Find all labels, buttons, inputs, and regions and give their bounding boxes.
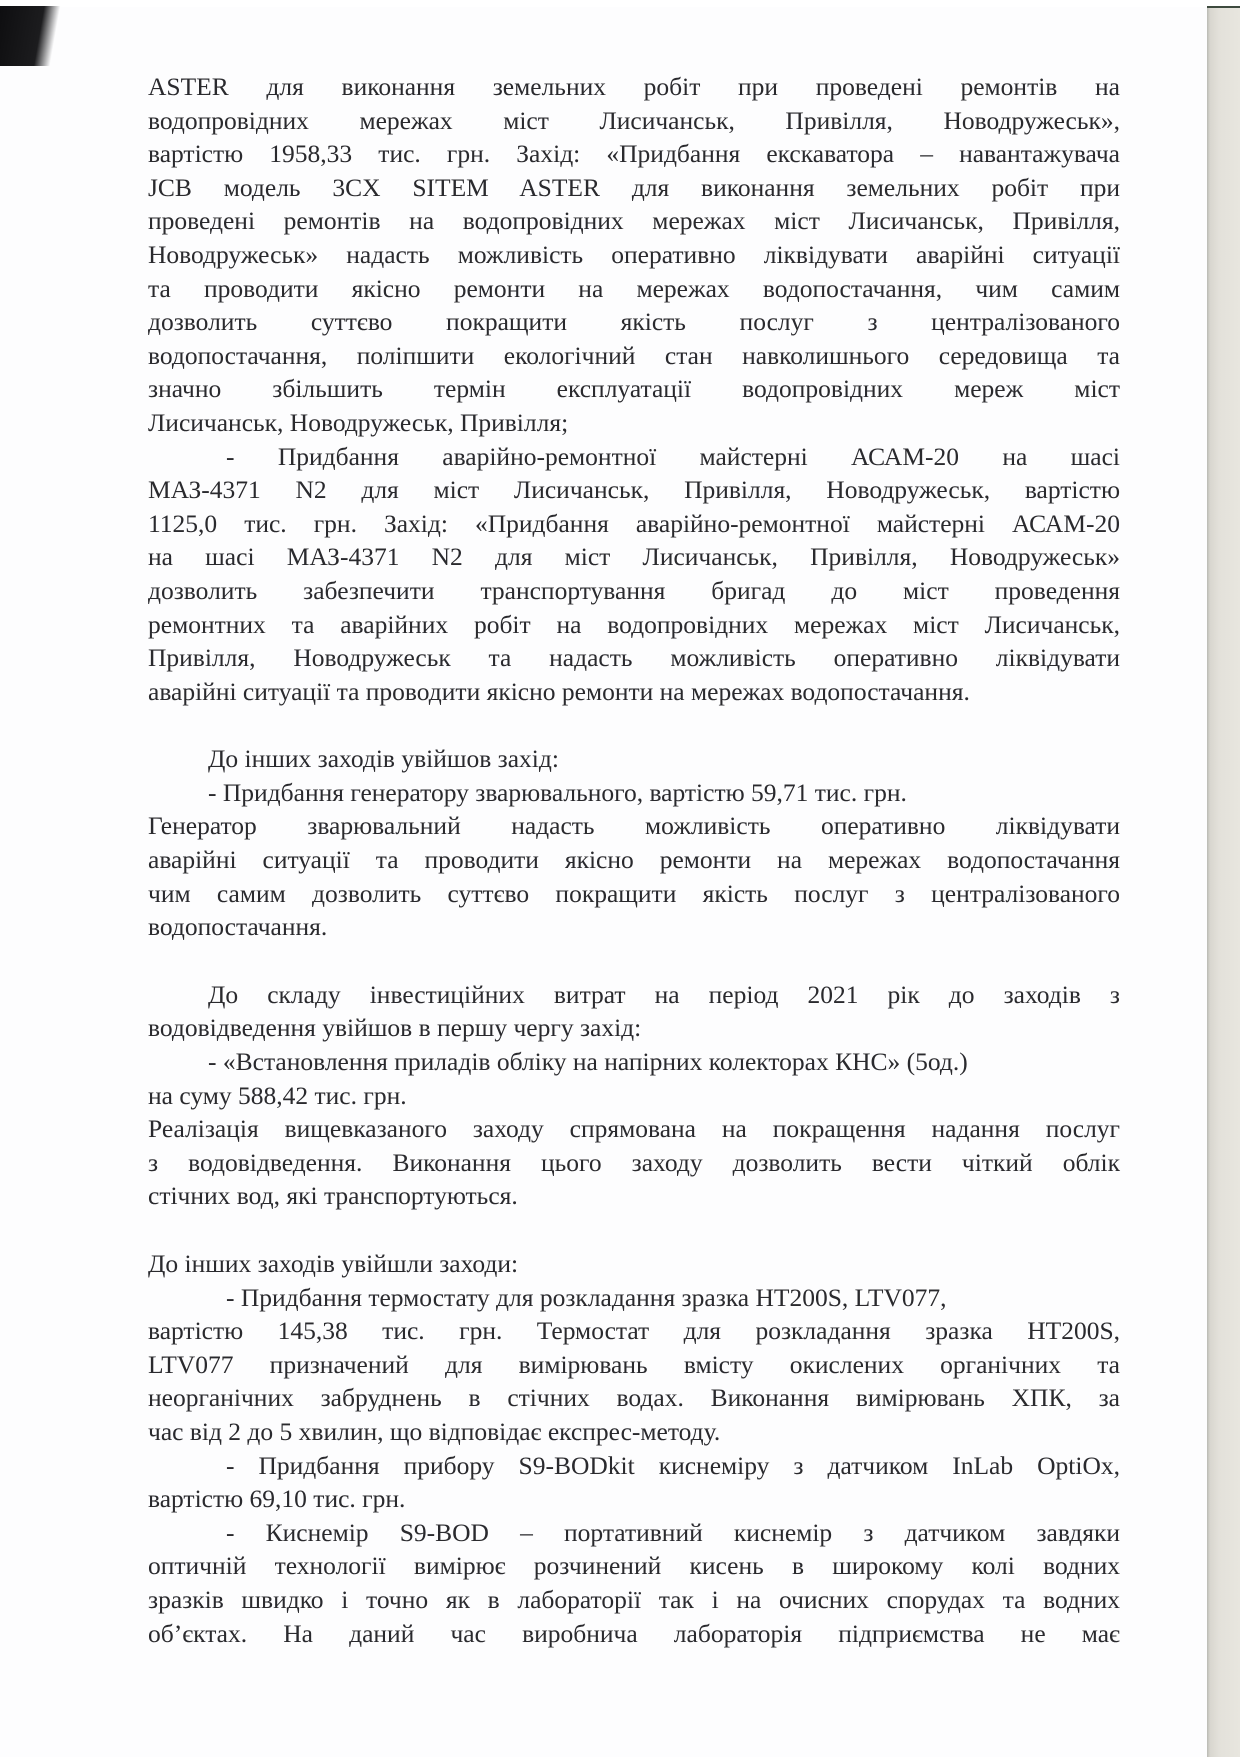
text-line: з водовідведення. Виконання цього заходу дозволить вести чіткий облік: [148, 1147, 1120, 1177]
text-line: на суму 588,42 тис. грн.: [148, 1080, 407, 1110]
paragraph-investment-2021: [148, 978, 1120, 1213]
spacer: [148, 708, 1120, 742]
list-item-workshop-acam20: [148, 440, 1120, 709]
bullet-line: - Киснемір S9-BOD – портативний киснемір з датчиком завдяки: [226, 1517, 1120, 1547]
scan-top-border: [0, 0, 1240, 7]
text-line: JCB модель 3CX SITEM ASTER для виконання земельних робіт при: [148, 172, 1120, 202]
text-line: аварійні ситуації та проводити якісно ремонти на мережах водопостачання: [148, 845, 1120, 875]
bullet-line: - Придбання генератору зварювального, вартістю 59,71 тис. грн.: [208, 777, 907, 807]
text-line: 1125,0 тис. грн. Захід: «Придбання аварійно-ремонтної майстерні АСАМ-20: [148, 508, 1120, 538]
paragraph-other-measures-water: [148, 742, 1120, 944]
section-heading: До інших заходів увійшли заходи:: [148, 1249, 519, 1278]
text-line: оптичній технології вимірює розчинений кисень в широкому колі водних: [148, 1551, 1120, 1581]
text-line: вартістю 145,38 тис. грн. Термостат для розкладання зразка HT200S,: [148, 1316, 1120, 1346]
text-line: Реалізація вищевказаного заходу спрямована на покращення надання послуг: [148, 1114, 1120, 1144]
text-line: об’єктах. На даний час виробнича лабораторія підприємства не має: [148, 1618, 1120, 1648]
paragraph-excavator-continuation: [148, 70, 1120, 440]
text-line: аварійні ситуації та проводити якісно ремонти на мережах водопостачання.: [148, 676, 970, 706]
text-line: МАЗ-4371 N2 для міст Лисичанськ, Привілля, Новодружеськ, вартістю: [148, 475, 1120, 505]
section-heading: До інших заходів увійшов захід:: [208, 744, 559, 774]
text-line: водопостачання, поліпшити екологічний стан навколишнього середовища та: [148, 340, 1120, 370]
text-line: Генератор зварювальний надасть можливість оперативно ліквідувати: [148, 811, 1120, 841]
text-line: Лисичанськ, Новодружеськ, Привілля;: [148, 407, 569, 437]
paragraph-other-measures-sewage: [148, 1247, 1120, 1650]
text-line: водопровідних мережах міст Лисичанськ, Привілля, Новодружеськ»,: [148, 105, 1120, 135]
text-line: неорганічних забруднень в стічних водах. Виконання вимірювань ХПК, за: [148, 1383, 1120, 1413]
text-line: До складу інвестиційних витрат на період 2021 рік до заходів з: [208, 979, 1120, 1009]
document-page: [148, 70, 1120, 1650]
text-line: Привілля, Новодружеськ та надасть можливість оперативно ліквідувати: [148, 643, 1120, 673]
text-line: водовідведення увійшов в першу чергу захід:: [148, 1013, 642, 1043]
text-line: час від 2 до 5 хвилин, що відповідає експрес-методу.: [148, 1416, 721, 1446]
scan-corner-shadow: [0, 6, 70, 66]
bullet-line: - Придбання аварійно-ремонтної майстерні АСАМ-20 на шасі: [226, 441, 1120, 471]
text-line: дозволить забезпечити транспортування бригад до міст проведення: [148, 575, 1120, 605]
text-line: проведені ремонтів на водопровідних мережах міст Лисичанськ, Привілля,: [148, 206, 1120, 236]
text-line: стічних вод, які транспортуються.: [148, 1181, 518, 1211]
text-line: ремонтних та аварійних робіт на водопровідних мережах міст Лисичанськ,: [148, 609, 1120, 639]
spacer: [148, 944, 1120, 978]
text-line: на шасі МАЗ-4371 N2 для міст Лисичанськ, Привілля, Новодружеськ»: [148, 542, 1120, 572]
text-line: зразків швидко і точно як в лабораторії так і на очисних спорудах та водних: [148, 1584, 1120, 1614]
spacer: [148, 1213, 1120, 1247]
bullet-line: - Придбання термостату для розкладання зразка HT200S, LTV077,: [226, 1282, 947, 1312]
text-line: вартістю 69,10 тис. грн.: [148, 1484, 406, 1514]
text-line: водопостачання.: [148, 912, 328, 942]
text-line: Новодружеськ» надасть можливість оперативно ліквідувати аварійні ситуації: [148, 239, 1120, 269]
text-line: вартістю 1958,33 тис. грн. Захід: «Придбання екскаватора – навантажувача: [148, 139, 1120, 169]
text-line: та проводити якісно ремонти на мережах водопостачання, чим самим: [148, 273, 1120, 303]
text-line: ASTER для виконання земельних робіт при проведені ремонтів на: [148, 72, 1120, 101]
text-line: значно збільшить термін експлуатації водопровідних мереж міст: [148, 374, 1120, 404]
text-line: LTV077 призначений для вимірювань вмісту окислених органічних та: [148, 1349, 1120, 1379]
scan-right-edge: [1207, 6, 1240, 1757]
bullet-line: - «Встановлення приладів обліку на напірних колекторах КНС» (5од.): [208, 1047, 968, 1077]
bullet-line: - Придбання прибору S9-BODkit киснеміру з датчиком InLab OptiOx,: [226, 1450, 1120, 1480]
text-line: дозволить суттєво покращити якість послуг з централізованого: [148, 307, 1120, 337]
text-line: чим самим дозволить суттєво покращити якість послуг з централізованого: [148, 878, 1120, 908]
